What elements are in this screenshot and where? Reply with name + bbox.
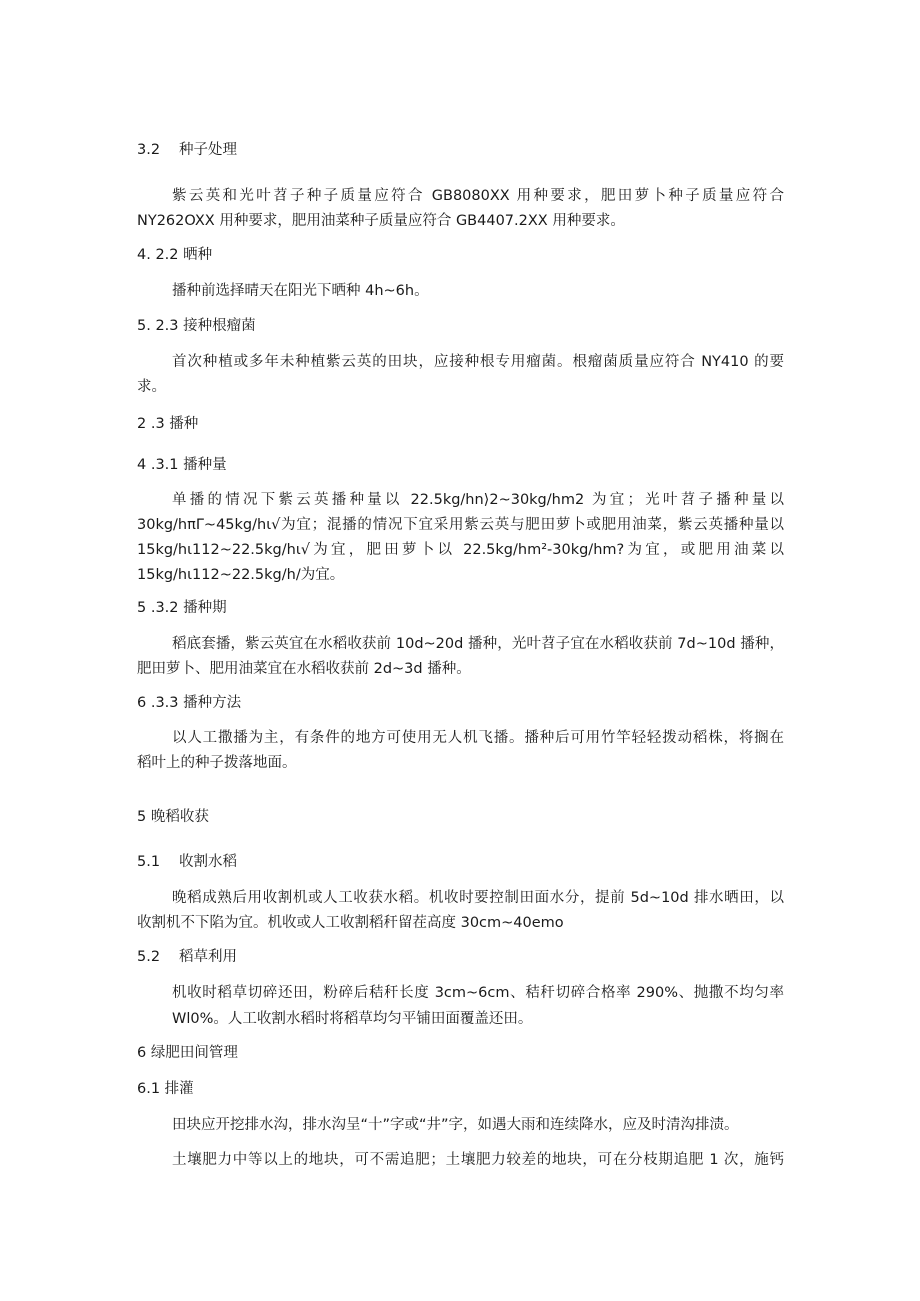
section-title: 稻草利用 [179,949,237,965]
paragraph-line: 肥田萝卜、肥用油菜宜在水稻收获前 2d~3d 播种。 [137,661,471,677]
section-heading: 5. 2.3 接种根瘤菌 [137,318,256,334]
paragraph-text: 30kg∕hπΓ~45kg∕hι√为宜；混播的情况下宜采用紫云英与肥田萝卜或肥用油菜，紫云英播种量以 [137,517,784,533]
paragraph-line [137,515,784,535]
paragraph-line [172,728,784,748]
paragraph-text: 首次种植或多年未种植紫云英的田块，应接种根专用瘤菌。根瘤菌质量应符合 NY410 的要 [172,354,784,370]
section-heading: 5 .3.2 播种期 [137,600,227,616]
section-heading: 2 .3 播种 [137,416,199,432]
paragraph-line [172,634,784,654]
section-heading: 6 .3.3 播种方法 [137,695,242,711]
paragraph-text: 15kg∕hι112~22.5kg∕hι√为宜，肥田萝卜以 22.5kg∕hm²-30kg/hm?为宜，或肥用油菜以 [137,542,784,558]
paragraph-line: 田块应开挖排水沟，排水沟呈“十”字或“井”字，如遇大雨和连续降水，应及时清沟排渍。 [172,1117,739,1133]
chapter-heading: 6 绿肥田间管理 [137,1045,238,1061]
section-number: 5.1 [137,854,161,870]
section-heading: 4. 2.2 晒种 [137,247,213,263]
paragraph-line [172,983,784,1003]
section-number: 5.2 [137,949,161,965]
section-heading-3-2 [137,140,237,160]
paragraph-line: 15kg∕hι112~22.5kg/h/为宜。 [137,567,345,583]
paragraph-line [172,1150,784,1170]
paragraph-line [172,352,784,372]
paragraph-text: 晚稻成熟后用收割机或人工收获水稻。机收时要控制田面水分，提前 5d~10d 排水晒田，以 [172,890,784,906]
section-number: 3.2 [137,142,161,158]
paragraph-line: Wl0%。人工收割水稻时将稻草均匀平铺田面覆盖还田。 [172,1011,533,1027]
paragraph-line [172,888,784,908]
section-heading-5-1 [137,852,237,872]
paragraph-text: 稻底套播，紫云英宜在水稻收获前 10d~20d 播种，光叶苕子宜在水稻收获前 7d~10d 播种， [172,636,784,652]
paragraph-line: 播种前选择晴天在阳光下晒种 4h~6h。 [172,283,429,299]
paragraph-line: 求。 [137,379,166,395]
paragraph-line [172,490,784,510]
paragraph-line [172,186,784,206]
paragraph-text: 紫云英和光叶苕子种子质量应符合 GB8080XX 用种要求，肥田萝卜种子质量应符合 [172,188,784,204]
paragraph-line: 稻叶上的种子拨落地面。 [137,755,297,771]
section-title: 收割水稻 [179,854,237,870]
paragraph-text: 土壤肥力中等以上的地块，可不需追肥；土壤肥力较差的地块，可在分枝期追肥 1 次，施钙 [172,1152,784,1168]
paragraph-line: 收割机不下陷为宜。机收或人工收割稻秆留茬高度 30cm~40emo [137,915,564,931]
section-heading: 4 .3.1 播种量 [137,457,227,473]
paragraph-line: NY262OXX 用种要求，肥用油菜种子质量应符合 GB4407.2XX 用种要求。 [137,213,625,229]
paragraph-text: 单播的情况下紫云英播种量以 22.5kg/hn⟩2~30kg/hm2 为宜；光叶苕子播种量以 [172,492,784,508]
chapter-heading: 5 晚稻收获 [137,809,209,825]
paragraph-text: 以人工撒播为主，有条件的地方可使用无人机飞播。播种后可用竹竿轻轻拨动稻株，将搁在 [172,730,784,746]
section-heading: 6.1 排灌 [137,1081,194,1097]
section-title: 种子处理 [179,142,237,158]
section-heading-5-2 [137,947,237,967]
paragraph-text: 机收时稻草切碎还田，粉碎后秸秆长度 3cm~6cm、秸秆切碎合格率 290%、抛撒不均匀率 [172,985,784,1001]
paragraph-line [137,540,784,560]
